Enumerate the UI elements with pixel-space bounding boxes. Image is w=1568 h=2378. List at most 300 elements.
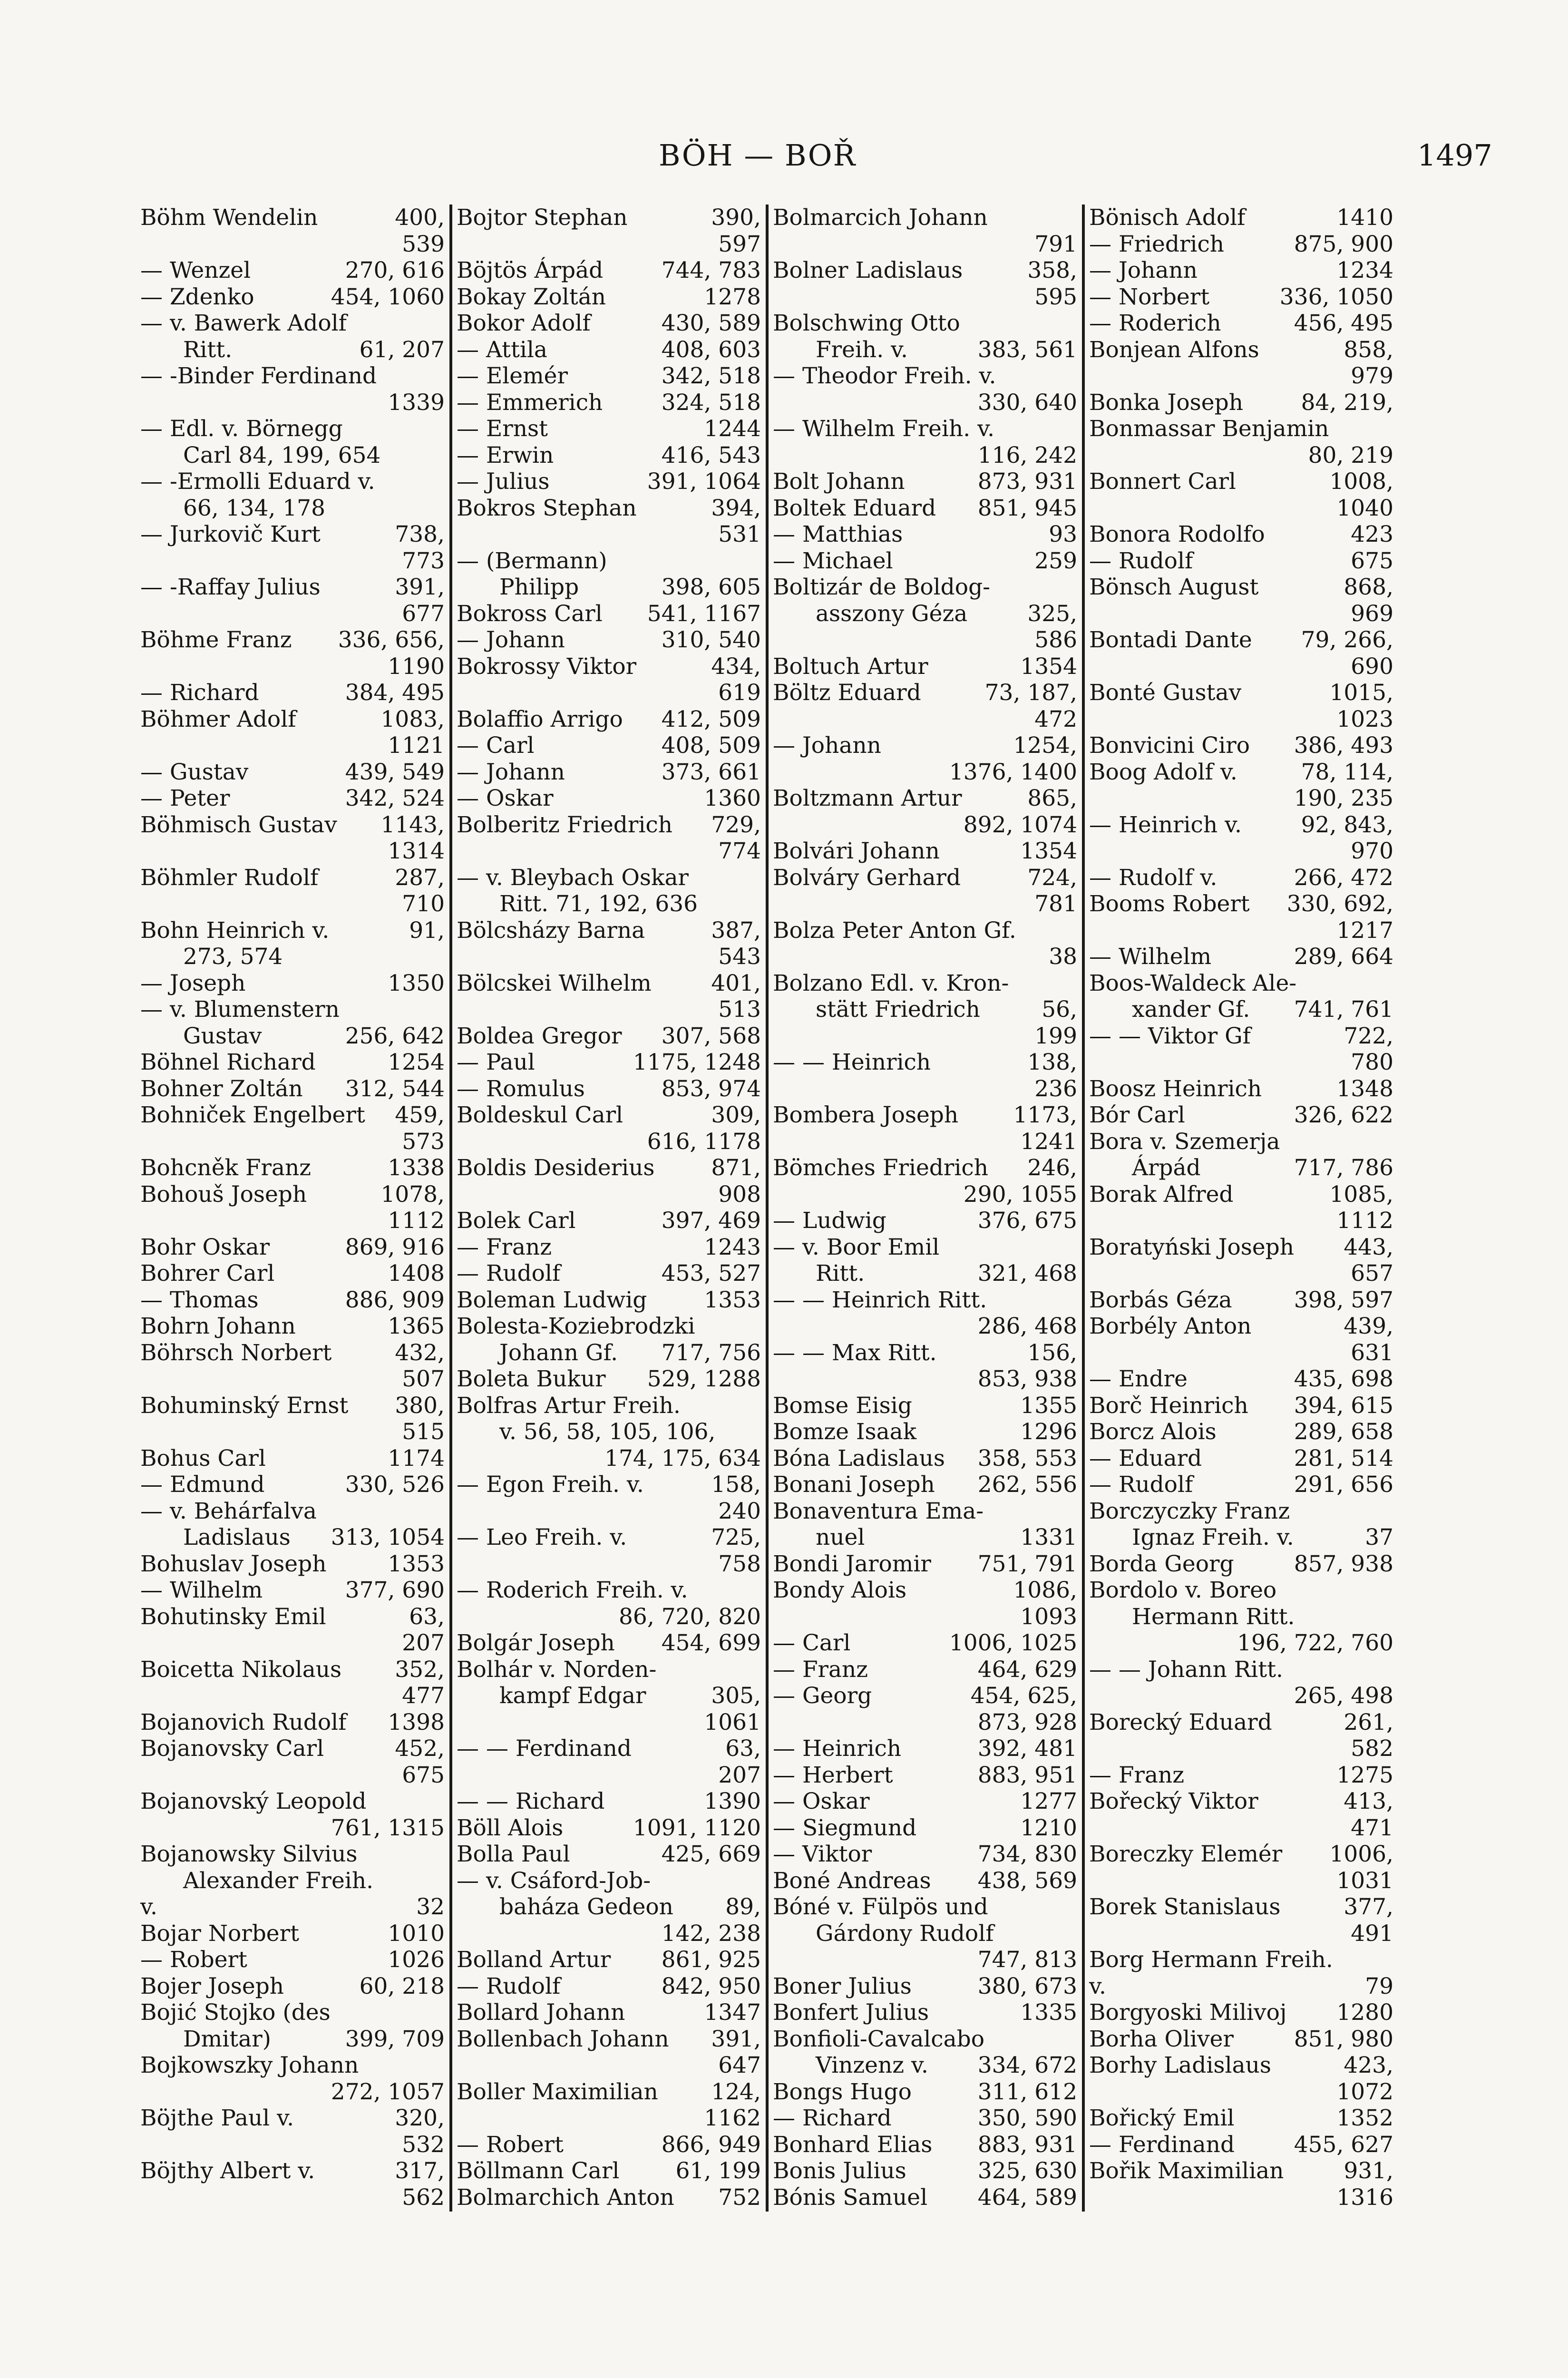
index-entry <box>773 548 1077 575</box>
index-entry <box>1089 1657 1393 1683</box>
entry-pages: 63, <box>409 1603 445 1630</box>
index-entry <box>140 1524 445 1551</box>
entry-name: — — Max Ritt. <box>773 1339 937 1366</box>
page-number: 1497 <box>1417 138 1492 173</box>
entry-pages: 774 <box>718 838 761 864</box>
entry-pages: 334, 672 <box>977 2052 1077 2078</box>
index-entry <box>140 442 445 469</box>
entry-name: 66, 134, 178 <box>183 495 325 521</box>
entry-pages: 400, <box>395 205 445 231</box>
entry-name: — Elemér <box>457 363 568 389</box>
index-entry <box>773 1155 1077 1181</box>
entry-name: — Johann <box>1089 257 1198 283</box>
entry-pages: 397, 469 <box>661 1208 761 1234</box>
entry-name: Bóné v. Fülpös und <box>773 1894 988 1920</box>
entry-name: Boreczky Elemér <box>1089 1841 1283 1867</box>
entry-name: — Eduard <box>1089 1445 1202 1472</box>
entry-pages: 325, 630 <box>977 2158 1077 2184</box>
index-entry <box>140 1894 445 1920</box>
index-entry <box>773 284 1077 311</box>
entry-pages: 61, 199 <box>675 2158 761 2184</box>
entry-name: — Ludwig <box>773 1208 886 1234</box>
entry-pages: 89, <box>725 1894 761 1920</box>
index-entry <box>1089 1076 1393 1102</box>
entry-name: Böhnel Richard <box>140 1049 316 1075</box>
index-entry <box>457 891 761 917</box>
index-entry <box>457 1129 761 1155</box>
index-entry <box>140 1445 445 1472</box>
entry-pages: 873, 931 <box>977 468 1077 495</box>
entry-name: v. <box>140 1894 157 1920</box>
entry-pages: 853, 974 <box>661 1075 761 1102</box>
entry-pages: 690 <box>1351 653 1393 680</box>
index-entry <box>457 1762 761 1789</box>
entry-pages: 342, 524 <box>345 785 445 811</box>
index-entry <box>140 1577 445 1604</box>
entry-name: — Georg <box>773 1683 872 1709</box>
entry-name: Bolschwing Otto <box>773 310 960 336</box>
entry-pages: 1347 <box>704 1999 761 2026</box>
entry-pages: 435, 698 <box>1294 1366 1393 1392</box>
index-entry <box>140 1313 445 1340</box>
entry-pages: 868, <box>1344 574 1393 600</box>
entry-pages: 387, <box>711 917 761 944</box>
entry-name: Bönsch August <box>1089 574 1259 600</box>
entry-pages: 1243 <box>704 1234 761 1260</box>
entry-name: Borg Hermann Freih. <box>1089 1947 1333 1973</box>
entry-name: Bónis Samuel <box>773 2184 928 2211</box>
entry-name: Bohus Carl <box>140 1445 266 1472</box>
index-entry <box>773 2079 1077 2105</box>
index-entry <box>1089 601 1393 627</box>
index-entry <box>140 944 445 970</box>
index-entry <box>773 1472 1077 1498</box>
entry-pages: 857, 938 <box>1294 1550 1393 1577</box>
index-entry <box>773 996 1077 1023</box>
index-entry <box>457 1313 761 1340</box>
entry-name: Bora v. Szemerja <box>1089 1128 1280 1155</box>
entry-pages: 383, 561 <box>977 336 1077 363</box>
entry-name: Böhme Franz <box>140 627 292 653</box>
index-entry <box>773 1630 1077 1657</box>
entry-name: — — Heinrich <box>773 1049 931 1075</box>
entry-pages: 342, 518 <box>661 363 761 389</box>
entry-name: Bonfioli-Cavalcabo <box>773 2026 985 2052</box>
entry-name: — -Raffay Julius <box>140 574 321 600</box>
entry-pages: 84, 219, <box>1301 389 1393 416</box>
entry-name: v. <box>1089 1973 1106 1999</box>
entry-pages: 619 <box>718 680 761 706</box>
entry-name: stätt Friedrich <box>816 996 980 1023</box>
entry-name: — Wilhelm Freih. v. <box>773 416 995 442</box>
entry-name: Bokros Stephan <box>457 495 637 521</box>
entry-pages: 869, 916 <box>345 1234 445 1260</box>
entry-pages: 842, 950 <box>661 1973 761 1999</box>
index-entry <box>1089 468 1393 495</box>
entry-pages: 423, <box>1344 2052 1393 2078</box>
entry-name: Bolaffio Arrigo <box>457 706 623 732</box>
entry-pages: 477 <box>402 1683 445 1709</box>
entry-pages: 1339 <box>388 389 445 416</box>
entry-name: Bohuminský Ernst <box>140 1392 349 1419</box>
index-entry <box>457 1894 761 1920</box>
index-entry <box>1089 1260 1393 1287</box>
index-entry <box>773 1920 1077 1947</box>
index-entry <box>457 601 761 627</box>
entry-pages: 1174 <box>388 1445 445 1472</box>
index-entry <box>457 2184 761 2211</box>
entry-pages: 386, 493 <box>1294 732 1393 759</box>
entry-pages: 452, <box>395 1735 445 1762</box>
entry-name: Bolmarchich Anton <box>457 2184 674 2211</box>
index-entry <box>140 1366 445 1393</box>
index-entry <box>773 891 1077 917</box>
index-entry <box>140 1709 445 1736</box>
index-entry <box>1089 865 1393 891</box>
index-entry <box>140 1788 445 1815</box>
index-entry <box>457 337 761 363</box>
index-entry <box>1089 1393 1393 1419</box>
entry-pages: 391, 1064 <box>647 468 761 495</box>
index-entry <box>140 1181 445 1208</box>
index-entry <box>773 680 1077 706</box>
entry-name: Bojanovský Leopold <box>140 1788 367 1814</box>
entry-pages: 305, <box>711 1683 761 1709</box>
entry-pages: 1354 <box>1020 653 1077 680</box>
entry-pages: 541, 1167 <box>647 600 761 627</box>
entry-name: Bolland Artur <box>457 1947 611 1973</box>
index-entry <box>140 390 445 416</box>
index-entry <box>140 1129 445 1155</box>
entry-pages: 1083, <box>380 706 445 732</box>
index-entry <box>1089 1815 1393 1842</box>
entry-name: Boleman Ludwig <box>457 1286 647 1313</box>
entry-name: Bojkowszky Johann <box>140 2052 359 2078</box>
index-entry <box>1089 1762 1393 1789</box>
index-entry <box>457 1999 761 2026</box>
index-entry <box>1089 284 1393 311</box>
entry-name: Bojtor Stephan <box>457 205 628 231</box>
index-entry <box>457 1393 761 1419</box>
index-entry <box>773 785 1077 812</box>
index-entry <box>773 627 1077 653</box>
index-entry <box>773 1524 1077 1551</box>
entry-name: Bolzano Edl. v. Kron- <box>773 970 1009 996</box>
entry-name: — Carl <box>457 732 535 759</box>
entry-pages: 1023 <box>1336 706 1393 732</box>
index-entry <box>773 1868 1077 1894</box>
index-entry <box>457 1419 761 1445</box>
entry-name: Bohouš Joseph <box>140 1181 307 1208</box>
entry-name: Boleta Bukur <box>457 1366 606 1392</box>
entry-name: Boldis Desiderius <box>457 1155 655 1181</box>
entry-pages: 738, <box>395 521 445 547</box>
index-entry <box>773 1894 1077 1920</box>
entry-name: Gárdony Rudolf <box>816 1920 994 1947</box>
entry-pages: 657 <box>1351 1260 1393 1286</box>
entry-pages: 281, 514 <box>1294 1445 1393 1472</box>
index-entry <box>457 2026 761 2053</box>
index-entry <box>457 1208 761 1234</box>
entry-pages: 586 <box>1034 627 1077 653</box>
entry-name: — Roderich <box>1089 310 1221 336</box>
index-entry <box>773 1657 1077 1683</box>
entry-name: Bohner Zoltán <box>140 1075 303 1102</box>
entry-name: — Herbert <box>773 1762 893 1788</box>
index-entry <box>773 917 1077 944</box>
entry-name: — Gustav <box>140 759 249 785</box>
entry-name: — Matthias <box>773 521 903 547</box>
index-entry <box>773 416 1077 442</box>
index-entry <box>457 521 761 548</box>
index-entry <box>1089 442 1393 469</box>
entry-pages: 350, 590 <box>977 2105 1077 2131</box>
entry-name: Bonté Gustav <box>1089 680 1242 706</box>
entry-pages: 373, 661 <box>661 759 761 785</box>
entry-name: — -Ermolli Eduard v. <box>140 468 375 495</box>
index-entry <box>457 944 761 970</box>
index-entry <box>1089 996 1393 1023</box>
entry-name: Boné Andreas <box>773 1867 931 1894</box>
index-entry <box>773 390 1077 416</box>
index-entry <box>457 1868 761 1894</box>
entry-name: Bonmassar Benjamin <box>1089 416 1329 442</box>
index-entry <box>140 548 445 575</box>
index-entry <box>457 1577 761 1604</box>
index-entry <box>773 1366 1077 1393</box>
index-entry <box>457 706 761 733</box>
entry-name: — — Johann Ritt. <box>1089 1656 1283 1683</box>
entry-name: Bolza Peter Anton Gf. <box>773 917 1016 944</box>
index-entry <box>1089 732 1393 759</box>
index-entry <box>1089 917 1393 944</box>
entry-pages: 1112 <box>1336 1208 1393 1234</box>
entry-pages: 1006, 1025 <box>949 1630 1077 1656</box>
index-entry <box>457 1287 761 1314</box>
entry-name: Bojer Joseph <box>140 1973 284 1999</box>
entry-name: — Attila <box>457 336 547 363</box>
index-entry <box>140 1920 445 1947</box>
index-entry <box>1089 1947 1393 1973</box>
index-entry <box>1089 2158 1393 2184</box>
index-entry <box>457 1551 761 1578</box>
index-entry <box>1089 1366 1393 1393</box>
index-entry <box>1089 1129 1393 1155</box>
entry-pages: 272, 1057 <box>331 2078 445 2105</box>
entry-name: Borek Stanislaus <box>1089 1894 1281 1920</box>
index-entry <box>457 442 761 469</box>
entry-name: Boos-Waldeck Ale- <box>1089 970 1297 996</box>
running-head: BÖH — BOŘ <box>659 138 857 173</box>
index-entry <box>140 1551 445 1578</box>
entry-pages: 1331 <box>1020 1524 1077 1550</box>
entry-pages: 246, <box>1027 1155 1077 1181</box>
entry-name: Borak Alfred <box>1089 1181 1234 1208</box>
index-entry <box>457 917 761 944</box>
entry-pages: 866, 949 <box>661 2131 761 2158</box>
index-entry <box>1089 2105 1393 2132</box>
index-entry <box>140 1868 445 1894</box>
entry-pages: 1365 <box>388 1313 445 1339</box>
index-entry <box>457 1709 761 1736</box>
entry-pages: 1040 <box>1336 495 1393 521</box>
index-entry <box>1089 1498 1393 1525</box>
entry-name: — Richard <box>773 2105 892 2131</box>
entry-pages: 780 <box>1351 1049 1393 1075</box>
entry-pages: 507 <box>402 1366 445 1392</box>
index-entry <box>773 1393 1077 1419</box>
index-entry <box>457 574 761 601</box>
index-entry <box>1089 653 1393 680</box>
entry-pages: 675 <box>402 1762 445 1788</box>
entry-name: Bořecký Viktor <box>1089 1788 1258 1814</box>
entry-name: Bohutinsky Emil <box>140 1603 326 1630</box>
index-entry <box>140 2026 445 2053</box>
index-entry <box>1089 1049 1393 1076</box>
index-entry <box>1089 785 1393 812</box>
column-divider <box>1082 205 1085 2212</box>
index-entry <box>140 1340 445 1366</box>
entry-pages: 1408 <box>388 1260 445 1286</box>
column-divider <box>449 205 452 2212</box>
index-entry <box>140 1393 445 1419</box>
entry-pages: 1091, 1120 <box>633 1814 761 1841</box>
entry-pages: 1078, <box>380 1181 445 1208</box>
index-entry <box>1089 1551 1393 1578</box>
entry-name: — Rudolf <box>1089 547 1193 574</box>
index-entry <box>457 653 761 680</box>
entry-pages: 63, <box>725 1735 761 1762</box>
entry-name: Borecký Eduard <box>1089 1709 1272 1735</box>
entry-pages: 1015, <box>1329 680 1393 706</box>
entry-name: Bokay Zoltán <box>457 283 606 310</box>
index-entry <box>773 1999 1077 2026</box>
entry-pages: 758 <box>718 1550 761 1577</box>
index-entry <box>773 2052 1077 2079</box>
entry-name: — Franz <box>457 1234 552 1260</box>
index-entry <box>140 1049 445 1076</box>
entry-pages: 453, 527 <box>661 1260 761 1286</box>
entry-pages: 751, 791 <box>977 1550 1077 1577</box>
index-entry <box>140 601 445 627</box>
entry-name: Bohr Oskar <box>140 1234 270 1260</box>
entry-pages: 1278 <box>704 283 761 310</box>
index-entry <box>457 1788 761 1815</box>
entry-name: Bolberitz Friedrich <box>457 811 672 838</box>
entry-name: Boldeskul Carl <box>457 1102 623 1128</box>
entry-pages: 717, 756 <box>661 1339 761 1366</box>
index-entry <box>457 1260 761 1287</box>
entry-pages: 1234 <box>1336 257 1393 283</box>
entry-pages: 290, 1055 <box>963 1181 1077 1208</box>
entry-name: Bolfras Artur Freih. <box>457 1392 681 1419</box>
entry-pages: 459, <box>395 1102 445 1128</box>
entry-name: — Wilhelm <box>140 1577 263 1603</box>
entry-name: Philipp <box>499 574 579 600</box>
entry-pages: 734, 830 <box>977 1841 1077 1867</box>
entry-pages: 1190 <box>388 653 445 680</box>
entry-pages: 1277 <box>1020 1788 1077 1814</box>
entry-pages: 321, 468 <box>977 1260 1077 1286</box>
index-entry <box>1089 1735 1393 1762</box>
entry-name: — Theodor Freih. v. <box>773 363 996 389</box>
entry-pages: 1390 <box>704 1788 761 1814</box>
entry-pages: 454, 699 <box>661 1630 761 1656</box>
entry-name: — Oskar <box>457 785 554 811</box>
entry-name: Bomze Isaak <box>773 1419 917 1445</box>
entry-pages: 32 <box>416 1894 445 1920</box>
entry-name: Bolgár Joseph <box>457 1630 615 1656</box>
entry-pages: 865, <box>1027 785 1077 811</box>
entry-pages: 761, 1315 <box>331 1814 445 1841</box>
index-entry <box>140 2105 445 2132</box>
entry-pages: 1217 <box>1336 917 1393 944</box>
entry-pages: 1121 <box>388 732 445 759</box>
entry-name: — Robert <box>457 2131 564 2158</box>
entry-pages: 773 <box>402 547 445 574</box>
entry-pages: 270, 616 <box>345 257 445 283</box>
entry-pages: 207 <box>718 1762 761 1788</box>
index-entry <box>140 1076 445 1102</box>
entry-pages: 725, <box>711 1524 761 1550</box>
entry-name: — v. Bawerk Adolf <box>140 310 347 336</box>
entry-pages: 883, 931 <box>977 2131 1077 2158</box>
index-entry <box>1089 891 1393 917</box>
index-entry <box>1089 1788 1393 1815</box>
entry-name: Bonani Joseph <box>773 1472 935 1498</box>
entry-pages: 1353 <box>704 1286 761 1313</box>
entry-name: nuel <box>816 1524 865 1550</box>
entry-pages: 80, 219 <box>1308 442 1393 468</box>
entry-pages: 236 <box>1034 1075 1077 1102</box>
entry-pages: 390, <box>711 205 761 231</box>
entry-name: Bohrer Carl <box>140 1260 275 1286</box>
index-entry <box>1089 1683 1393 1709</box>
entry-pages: 741, 761 <box>1294 996 1393 1023</box>
entry-pages: 454, 1060 <box>331 283 445 310</box>
entry-pages: 142, 238 <box>661 1920 761 1947</box>
entry-pages: 259 <box>1034 547 1077 574</box>
entry-pages: 892, 1074 <box>963 811 1077 838</box>
entry-name: Bonora Rodolfo <box>1089 521 1265 547</box>
entry-name: Bojić Stojko (des <box>140 1999 331 2026</box>
entry-pages: 56, <box>1042 996 1077 1023</box>
index-entry <box>140 706 445 733</box>
entry-pages: 595 <box>1034 283 1077 310</box>
entry-pages: 861, 925 <box>661 1947 761 1973</box>
entry-pages: 291, 656 <box>1294 1472 1393 1498</box>
entry-name: — Oskar <box>773 1788 870 1814</box>
entry-pages: 358, 553 <box>977 1445 1077 1472</box>
index-entry <box>1089 1419 1393 1445</box>
index-entry <box>1089 627 1393 653</box>
entry-name: Bolt Johann <box>773 468 905 495</box>
entry-pages: 969 <box>1351 600 1393 627</box>
entry-name: Bokross Carl <box>457 600 603 627</box>
index-entry <box>773 865 1077 891</box>
entry-pages: 430, 589 <box>661 310 761 336</box>
index-entry <box>773 2105 1077 2132</box>
entry-name: Boltizár de Boldog- <box>773 574 991 600</box>
entry-pages: 1296 <box>1020 1419 1077 1445</box>
index-entry <box>140 1023 445 1050</box>
entry-pages: 1086, <box>1013 1577 1077 1603</box>
entry-name: Bontadi Dante <box>1089 627 1252 653</box>
index-entry <box>457 1023 761 1050</box>
index-entry <box>140 2052 445 2079</box>
entry-pages: 532 <box>402 2131 445 2158</box>
index-entry <box>140 2158 445 2184</box>
